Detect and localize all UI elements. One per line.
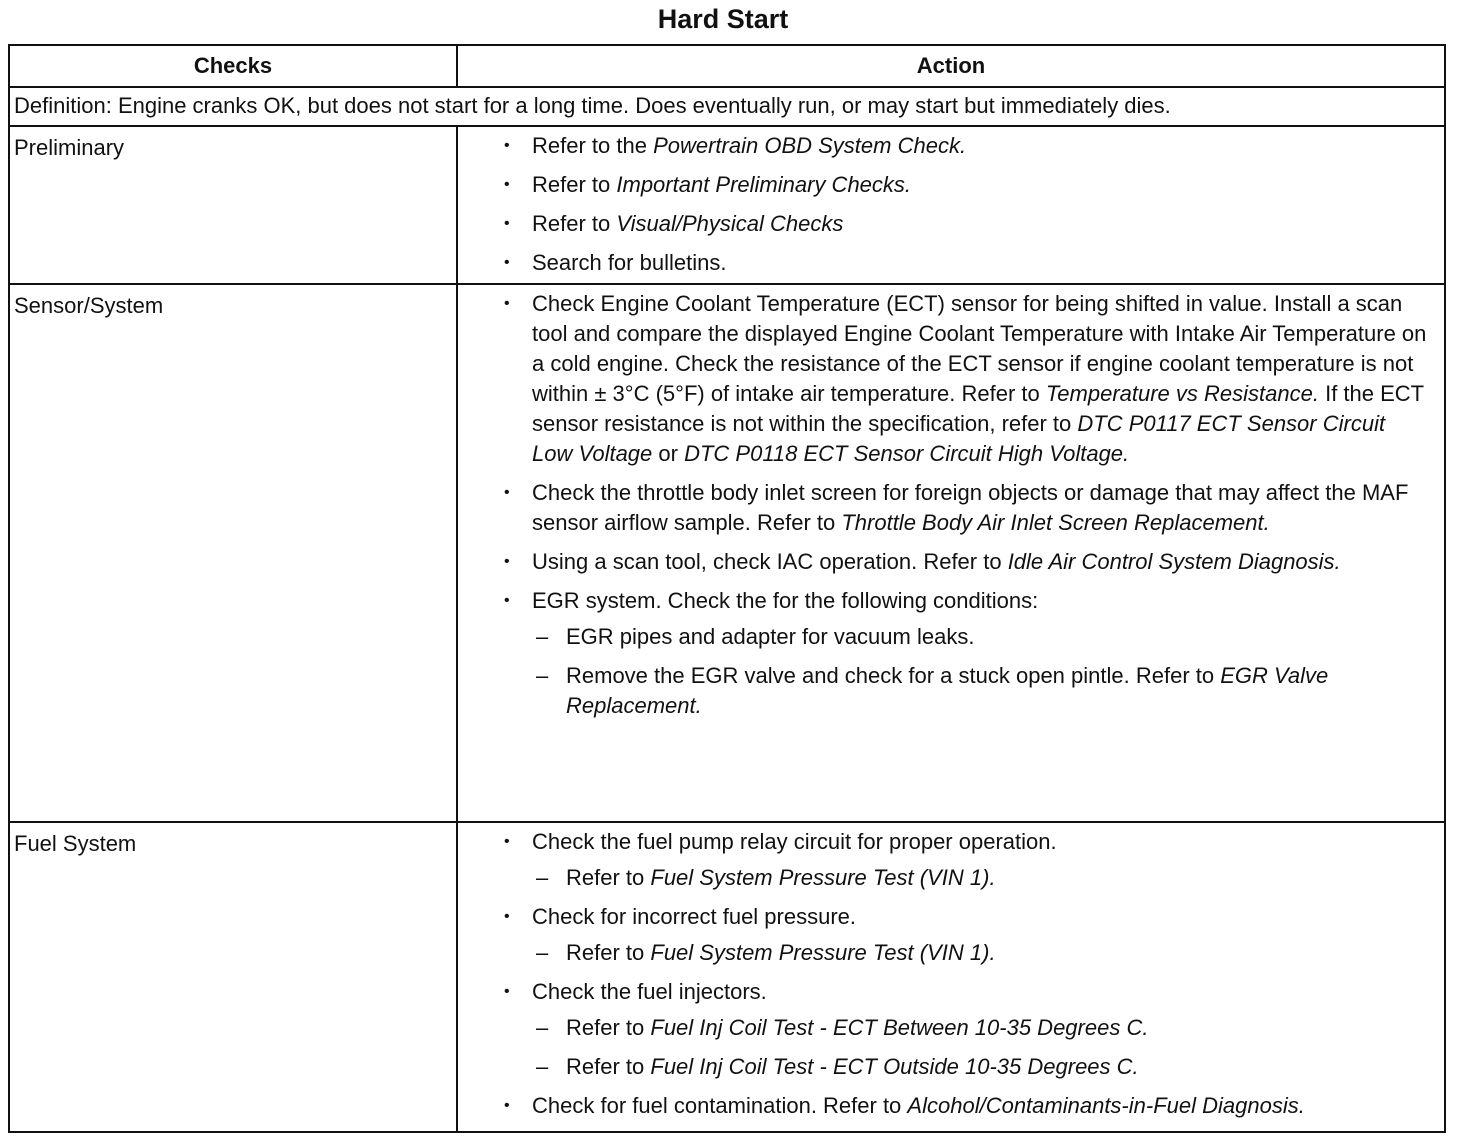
list-item: • Refer to the Powertrain OBD System Check.: [502, 131, 1430, 161]
reference-link[interactable]: DTC P0117 ECT Sensor Circuit Low Voltage: [532, 411, 1386, 466]
page-title: Hard Start: [657, 4, 789, 34]
header-row: [9, 45, 1445, 87]
list-item: • Using a scan tool, check IAC operation. Refer to Idle Air Control System Diagnosis.: [502, 547, 1430, 577]
check-label: Fuel System: [9, 822, 457, 1132]
reference-link[interactable]: EGR Valve Replacement.: [566, 663, 1329, 718]
table-row: [9, 822, 1445, 1132]
checks-header: Checks: [9, 45, 457, 87]
reference-link[interactable]: DTC P0118 ECT Sensor Circuit High Voltage.: [684, 441, 1130, 466]
sub-list-item: – Refer to Fuel Inj Coil Test - ECT Between 10-35 Degrees C.: [532, 1013, 1438, 1043]
list-item: • Check for incorrect fuel pressure. – Refer to Fuel System Pressure Test (VIN 1).: [502, 902, 1438, 968]
definition-row: [9, 87, 1445, 126]
sub-list: [532, 863, 1438, 893]
list-item: • Check the throttle body inlet screen for foreign objects or damage that may affect the MAF sensor airflow sample. Refer to Throttle Body Air Inlet Screen Replacement.: [502, 478, 1430, 538]
list-item: • Refer to Important Preliminary Checks.: [502, 170, 1430, 200]
list-item: • Check for fuel contamination. Refer to Alcohol/Contaminants-in-Fuel Diagnosis.: [502, 1091, 1438, 1121]
reference-link[interactable]: Important Preliminary Checks.: [616, 172, 912, 197]
action-cell: [457, 822, 1445, 1132]
table-row: [9, 126, 1445, 284]
sub-list: [532, 1013, 1438, 1082]
reference-link[interactable]: Fuel System Pressure Test (VIN 1).: [650, 865, 996, 890]
reference-link[interactable]: Fuel Inj Coil Test - ECT Outside 10-35 Degrees C.: [650, 1054, 1139, 1079]
reference-link[interactable]: Visual/Physical Checks: [616, 211, 844, 236]
reference-link[interactable]: Throttle Body Air Inlet Screen Replacement.: [841, 510, 1270, 535]
reference-link[interactable]: Idle Air Control System Diagnosis.: [1007, 549, 1341, 574]
list-item: • Check the fuel injectors. – Refer to Fuel Inj Coil Test - ECT Between 10-35 Degrees C. – Refer to Fuel Inj Coil Test - ECT Outside 10-35 Degrees C.: [502, 977, 1438, 1082]
list-item: • Search for bulletins.: [502, 248, 1430, 278]
reference-link[interactable]: Alcohol/Contaminants-in-Fuel Diagnosis.: [907, 1093, 1305, 1118]
sub-list-item: – Refer to Fuel System Pressure Test (VIN 1).: [532, 863, 1438, 893]
sub-list-item: – Remove the EGR valve and check for a stuck open pintle. Refer to EGR Valve Replacement.: [532, 661, 1430, 721]
sub-list-item: – Refer to Fuel System Pressure Test (VIN 1).: [532, 938, 1438, 968]
reference-link[interactable]: Fuel Inj Coil Test - ECT Between 10-35 Degrees C.: [650, 1015, 1149, 1040]
hard-start-table: [8, 44, 1446, 1133]
list-item: • EGR system. Check the for the following conditions: – EGR pipes and adapter for vacuum leaks. – Remove the EGR valve and check for a stuck open pintle. Refer to EGR Valve Replacement.: [502, 586, 1430, 721]
list-item: • Check Engine Coolant Temperature (ECT) sensor for being shifted in value. Install a scan tool and compare the displayed Engine Coolant Temperature with Intake Air Temperature on a cold engine. Check the resistance of the ECT sensor if engine coolant temperature is not within ± 3°C (5°F) of intake air temperature. Refer to Temperature vs Resistance. If the ECT sensor resistance is not within the specification, refer to DTC P0117 ECT Sensor Circuit Low Voltage or DTC P0118 ECT Sensor Circuit High Voltage.: [502, 289, 1430, 469]
check-label: Preliminary: [9, 126, 457, 284]
list-item: • Check the fuel pump relay circuit for proper operation. – Refer to Fuel System Pressure Test (VIN 1).: [502, 827, 1438, 893]
sub-list: [532, 622, 1430, 721]
sub-list-item: – EGR pipes and adapter for vacuum leaks.: [532, 622, 1430, 652]
action-cell: [457, 126, 1445, 284]
action-cell: [457, 284, 1445, 822]
sub-list: [532, 938, 1438, 968]
table-row: [9, 284, 1445, 822]
reference-link[interactable]: Powertrain OBD System Check.: [653, 133, 967, 158]
action-header: Action: [457, 45, 1445, 87]
reference-link[interactable]: Fuel System Pressure Test (VIN 1).: [650, 940, 996, 965]
check-label: Sensor/System: [9, 284, 457, 822]
definition-text: Definition: Engine cranks OK, but does not start for a long time. Does eventually run, or may start but immediately dies.: [9, 87, 1445, 126]
sub-list-item: – Refer to Fuel Inj Coil Test - ECT Outside 10-35 Degrees C.: [532, 1052, 1438, 1082]
list-item: • Refer to Visual/Physical Checks: [502, 209, 1430, 239]
reference-link[interactable]: Temperature vs Resistance.: [1045, 381, 1319, 406]
bullet-list: [502, 289, 1430, 721]
bullet-list: [502, 131, 1430, 278]
bullet-list: [502, 827, 1438, 1121]
